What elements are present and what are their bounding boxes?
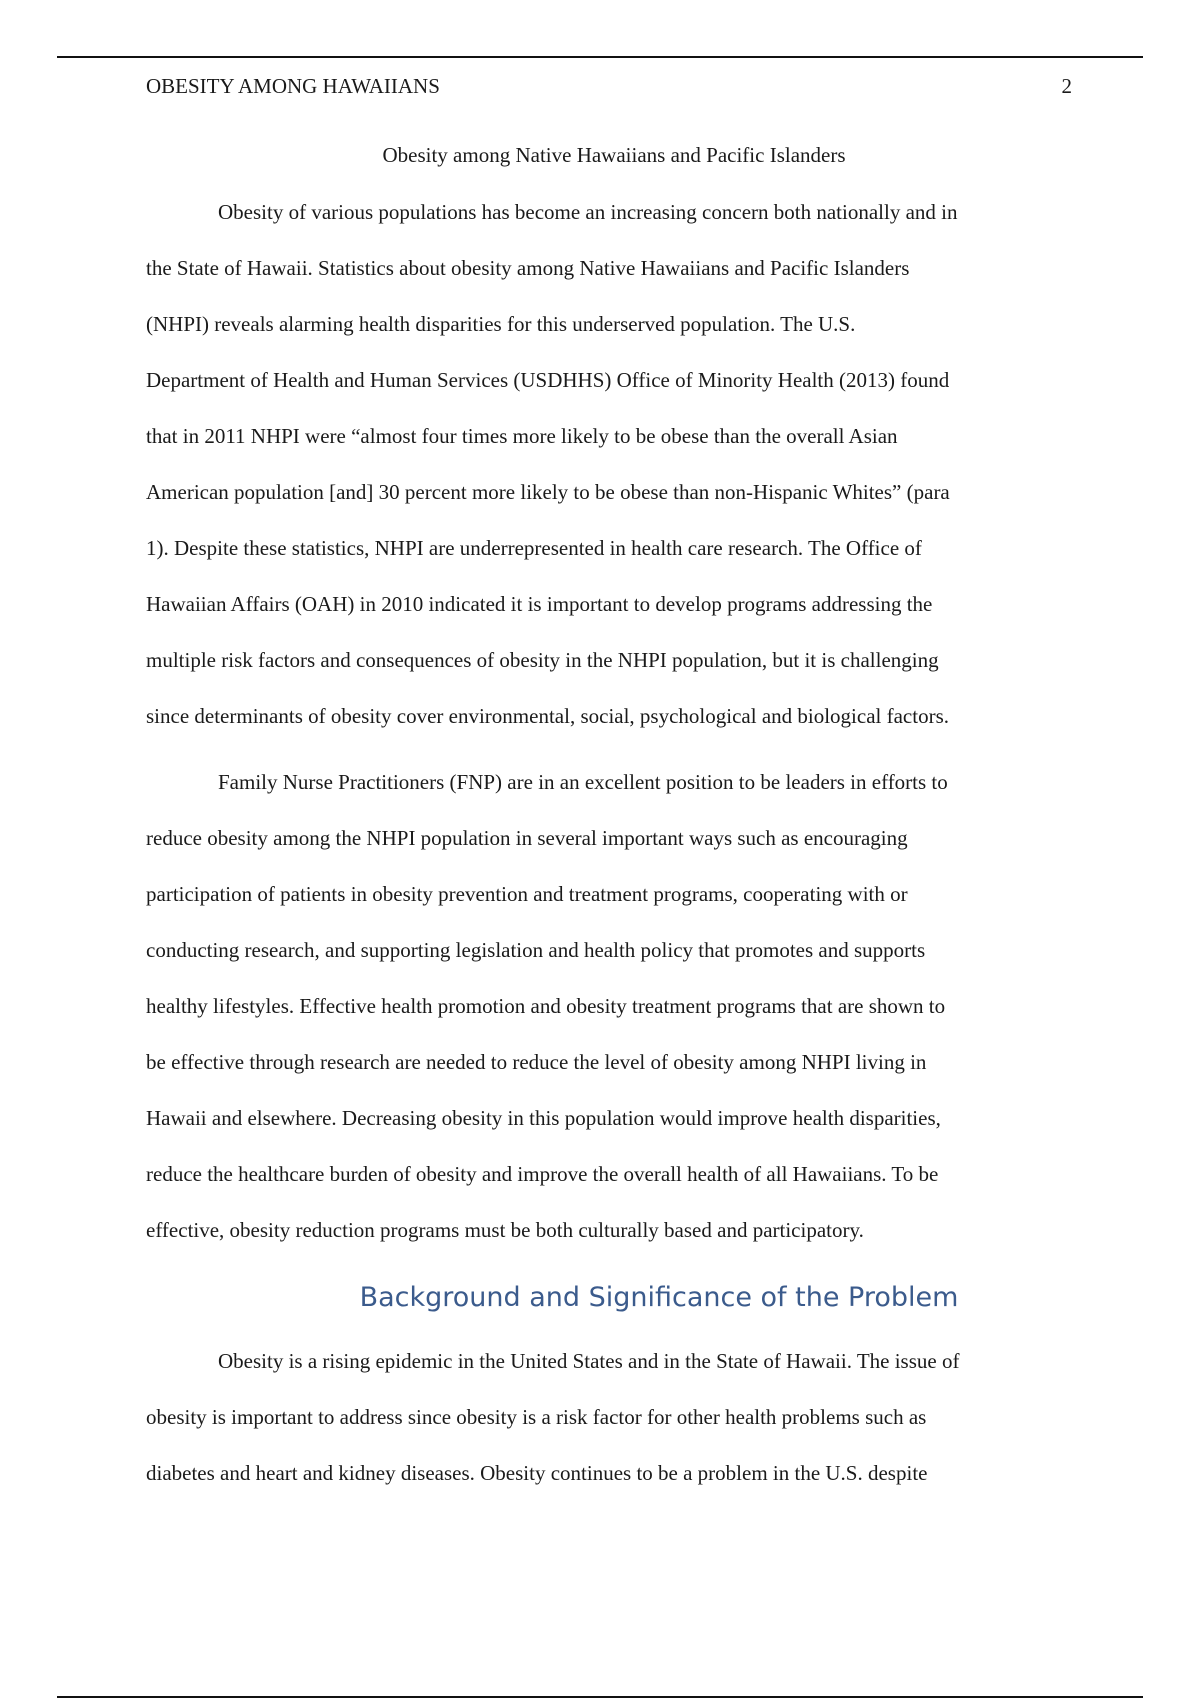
text-line: Hawaii and elsewhere. Decreasing obesity in this population would improve health disparities, bbox=[146, 1106, 941, 1130]
text-line: participation of patients in obesity prevention and treatment programs, cooperating with or bbox=[146, 882, 908, 906]
running-head-title: OBESITY AMONG HAWAIIANS bbox=[146, 74, 440, 98]
text-line: multiple risk factors and consequences of obesity in the NHPI population, but it is challenging bbox=[146, 648, 939, 672]
text-line: be effective through research are needed to reduce the level of obesity among NHPI living in bbox=[146, 1050, 927, 1074]
text-line: (NHPI) reveals alarming health disparities for this underserved population. The U.S. bbox=[146, 312, 856, 336]
text-line: Obesity is a rising epidemic in the United States and in the State of Hawaii. The issue of bbox=[218, 1349, 960, 1373]
text-line: effective, obesity reduction programs must be both culturally based and participatory. bbox=[146, 1218, 864, 1242]
text-line: reduce obesity among the NHPI population in several important ways such as encouraging bbox=[146, 826, 908, 850]
paragraph-fnp bbox=[146, 754, 1076, 1258]
text-line: diabetes and heart and kidney diseases. Obesity continues to be a problem in the U.S. despite bbox=[146, 1461, 928, 1485]
text-line: healthy lifestyles. Effective health promotion and obesity treatment programs that are shown to bbox=[146, 994, 946, 1018]
document-title: Obesity among Native Hawaiians and Pacific Islanders bbox=[382, 143, 846, 167]
text-line: Family Nurse Practitioners (FNP) are in an excellent position to be leaders in efforts to bbox=[218, 770, 948, 794]
text-line: since determinants of obesity cover environmental, social, psychological and biological factors. bbox=[146, 704, 950, 728]
text-line: that in 2011 NHPI were “almost four times more likely to be obese than the overall Asian bbox=[146, 424, 898, 448]
text-line: American population [and] 30 percent more likely to be obese than non-Hispanic Whites” (para bbox=[146, 480, 950, 504]
text-line: Obesity of various populations has become an increasing concern both nationally and in bbox=[218, 200, 958, 224]
text-line: obesity is important to address since obesity is a risk factor for other health problems such as bbox=[146, 1405, 927, 1429]
text-line: conducting research, and supporting legislation and health policy that promotes and supports bbox=[146, 938, 926, 962]
text-line: reduce the healthcare burden of obesity and improve the overall health of all Hawaiians. To be bbox=[146, 1162, 939, 1186]
running-head bbox=[146, 72, 1072, 100]
paragraph-background bbox=[146, 1333, 1076, 1501]
text-line: Department of Health and Human Services (USDHHS) Office of Minority Health (2013) found bbox=[146, 368, 950, 392]
paragraph-intro bbox=[146, 184, 1076, 744]
text-line: the State of Hawaii. Statistics about obesity among Native Hawaiians and Pacific Islanders bbox=[146, 256, 910, 280]
header-rule bbox=[57, 56, 1143, 58]
footer-rule bbox=[57, 1696, 1143, 1698]
page-number: 2 bbox=[1061, 74, 1072, 98]
text-line: Hawaiian Affairs (OAH) in 2010 indicated it is important to develop programs addressing the bbox=[146, 592, 933, 616]
section-heading: Background and Significance of the Problem bbox=[359, 1282, 959, 1313]
text-line: 1). Despite these statistics, NHPI are underrepresented in health care research. The Office of bbox=[146, 536, 922, 560]
